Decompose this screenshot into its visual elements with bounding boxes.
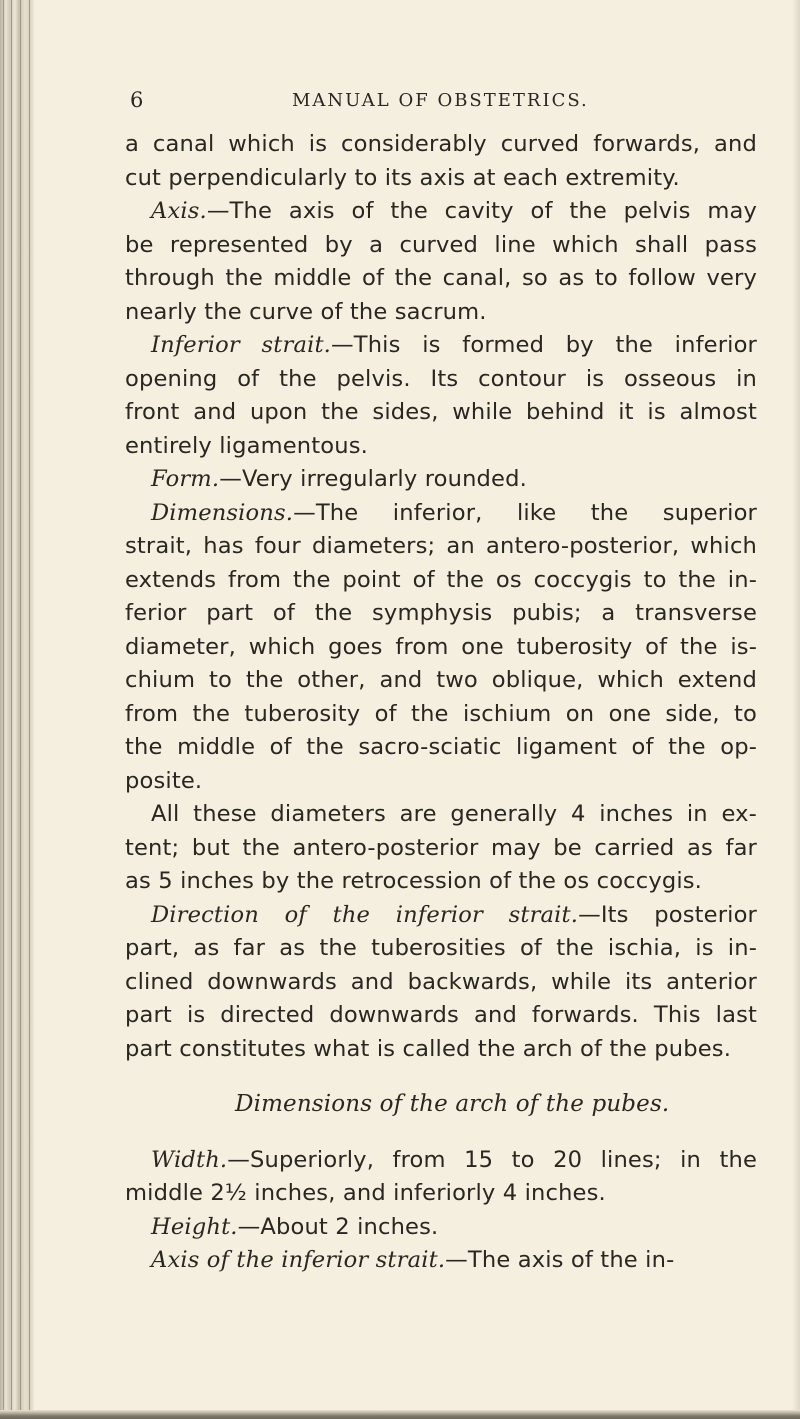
text-line: as 5 inches by the retrocession of the os coccygis. [125,868,703,894]
text-line: chium to the other, and two oblique, which extend [125,667,757,693]
gutter-line [29,0,30,1419]
section-term: Direction of the inferior strait. [151,901,579,928]
text-line [125,899,757,933]
section-term: Form. [151,466,220,492]
section-term: Height. [151,1213,238,1240]
text-line: strait, has four diameters; an antero-posterior, which [125,533,757,559]
text-line: All these diameters are generally 4 inches in ex- [151,801,757,827]
gutter-line [3,0,4,1419]
text-line: posite. [125,767,203,794]
text-span: —About 2 inches. [237,1213,439,1240]
text-line: a canal which is considerably curved forwards, and [125,131,757,157]
running-head: MANUAL OF OBSTETRICS. [292,90,589,111]
text-span: —Superiorly, from 15 to 20 lines; in the [227,1146,757,1173]
section-heading: Dimensions of the arch of the pubes. [235,1091,670,1117]
text-span: —The inferior, like the superior [293,499,757,526]
text-span: —Very irregularly rounded. [219,466,527,492]
text-line [125,497,757,531]
text-line: from the tuberosity of the ischium on one side, to [125,700,757,727]
text-line: entirely ligamentous. [125,432,368,459]
text-line: extends from the point of the os coccygis to the in- [125,566,757,593]
text-line [125,329,757,363]
text-line: ferior part of the symphysis pubis; a transverse [125,600,757,626]
section-term: Axis of the inferior strait. [151,1247,446,1273]
text-line: middle 2½ inches, and inferiorly 4 inches. [125,1180,606,1206]
text-line [125,1211,757,1245]
text-line: front and upon the sides, while behind it is almost [125,399,757,425]
text-line [125,1144,757,1178]
page-header [130,88,750,118]
text-line: nearly the curve of the sacrum. [125,298,487,325]
page-number: 6 [130,88,144,112]
text-line [125,463,757,497]
spacer [125,1066,757,1088]
gutter-line [11,0,12,1419]
spacer [125,1122,757,1144]
text-span: —Its posterior [578,901,757,928]
text-line: the middle of the sacro-sciatic ligament of the op- [125,734,757,760]
section-term: Dimensions. [151,499,294,526]
text-line [125,195,757,229]
section-term: Axis. [151,198,207,224]
text-line: cut perpendicularly to its axis at each extremity. [125,164,680,191]
gutter-line [20,0,21,1419]
text-line: diameter, which goes from one tuberosity of the is- [125,633,757,660]
page-bottom-edge [0,1410,800,1419]
body-text [125,128,757,1278]
section-term: Inferior strait. [151,332,332,358]
text-span: —The axis of the in- [445,1247,675,1273]
text-line: tent; but the antero-posterior may be carried as far [125,834,757,861]
text-line [125,1244,757,1278]
text-line: be represented by a curved line which shall pass [125,231,757,258]
page-edge-shade [792,0,800,1419]
text-line: part constitutes what is called the arch of the pubes. [125,1035,732,1062]
text-line: part, as far as the tuberosities of the ischia, is in- [125,935,757,961]
text-span: —This is formed by the inferior [331,332,757,358]
section-term: Width. [151,1146,228,1173]
text-line: part is directed downwards and forwards. This last [125,1002,757,1028]
text-line: through the middle of the canal, so as to follow very [125,265,757,291]
text-line: opening of the pelvis. Its contour is osseous in [125,365,757,392]
text-line: clined downwards and backwards, while its anterior [125,968,757,995]
text-span: —The axis of the cavity of the pelvis may [206,198,757,224]
